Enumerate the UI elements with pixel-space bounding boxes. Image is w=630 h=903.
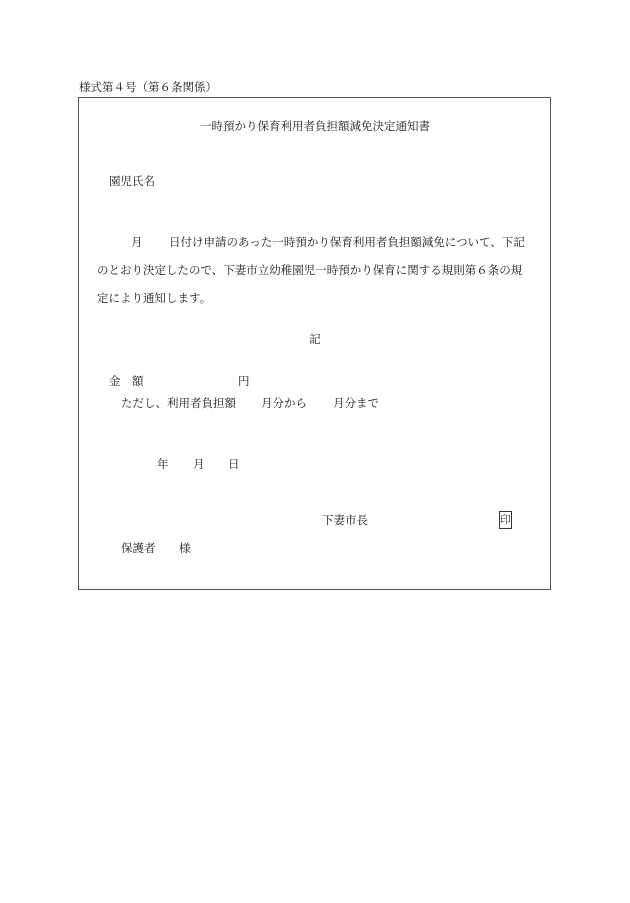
ki-heading: 記: [309, 332, 321, 346]
guardian-label: 保護者: [121, 541, 156, 555]
date-month-label: 月: [193, 457, 205, 471]
date-day-label: 日: [228, 457, 240, 471]
body-day-text: 日付け申請のあった一時預かり保育利用者負担額減免について、下記: [169, 235, 525, 249]
body-line-3: 定により通知します。: [97, 291, 212, 305]
guardian-honorific: 様: [179, 541, 191, 555]
proviso-from: 月分から: [261, 396, 307, 410]
guardian-line: [121, 541, 191, 555]
amount-label: 金 額: [109, 374, 144, 388]
proviso-to: 月分まで: [333, 396, 379, 410]
date-year-label: 年: [157, 457, 169, 471]
form-number-label: 様式第４号（第６条関係）: [79, 80, 217, 94]
child-name-label: 園児氏名: [109, 174, 155, 188]
seal-stamp: 印: [499, 511, 512, 529]
amount-unit: 円: [238, 374, 250, 388]
mayor-label: 下妻市長: [322, 513, 368, 527]
document-title: 一時預かり保育利用者負担額減免決定通知書: [200, 119, 430, 133]
body-month-label: 月: [131, 235, 143, 249]
body-line-2: のとおり決定したので、下妻市立幼稚園児一時預かり保育に関する規則第６条の規: [97, 263, 523, 277]
proviso-line: [121, 396, 379, 410]
proviso-prefix: ただし、利用者負担額: [121, 396, 236, 410]
